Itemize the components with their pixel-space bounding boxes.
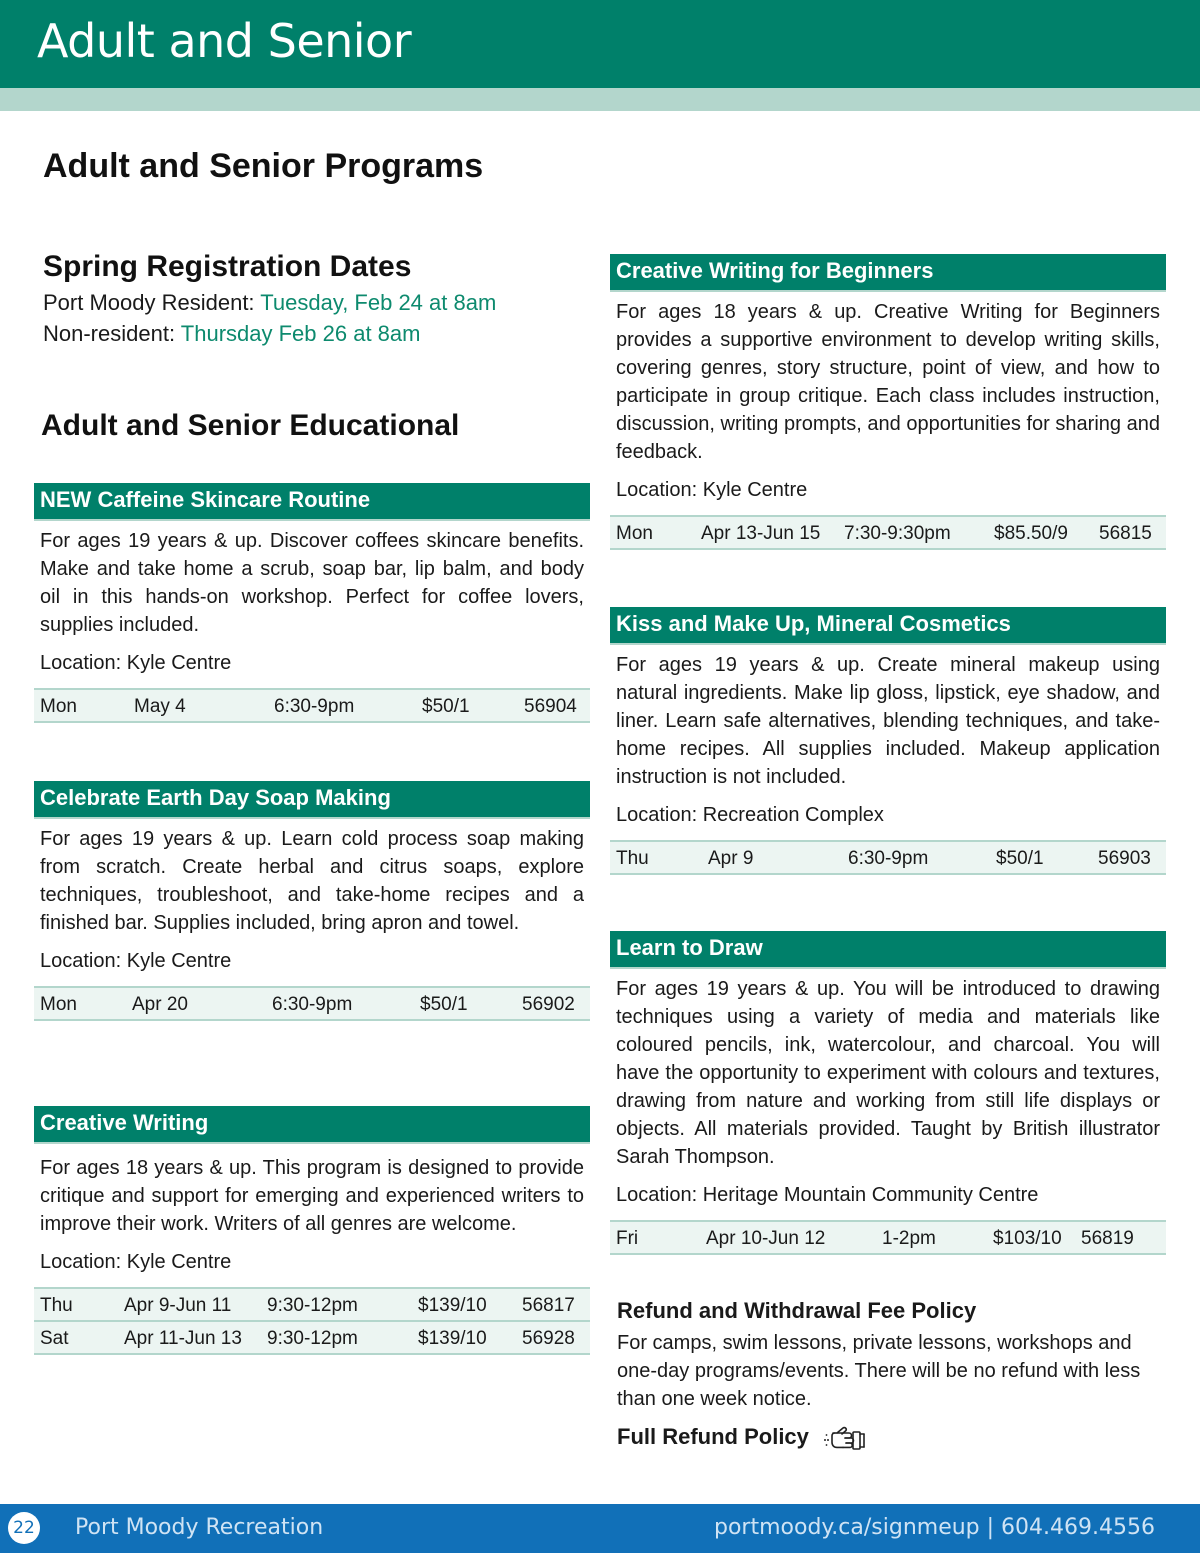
session-day: Thu [40, 1295, 73, 1316]
footer-org-name: Port Moody Recreation [75, 1515, 324, 1540]
schedule-table [610, 1220, 1166, 1255]
session-fee: $139/10 [418, 1295, 487, 1316]
session-dates: Apr 10-Jun 12 [706, 1228, 826, 1249]
program-learn-to-draw [610, 931, 1166, 1255]
program-location: Location: Kyle Centre [616, 479, 808, 501]
program-location: Location: Recreation Complex [616, 804, 884, 826]
full-refund-policy-link[interactable]: Full Refund Policy [617, 1424, 809, 1449]
header-stripe [0, 88, 1200, 111]
program-mineral-cosmetics [610, 607, 1166, 875]
session-code: 56902 [522, 994, 575, 1015]
program-earth-day-soap [34, 781, 590, 1021]
session-time: 6:30-9pm [272, 994, 353, 1015]
pointing-hand-icon[interactable] [823, 1424, 869, 1452]
nonresident-date: Thursday Feb 26 at 8am [180, 321, 421, 346]
session-time: 6:30-9pm [848, 848, 929, 869]
session-time: 1-2pm [882, 1228, 936, 1249]
session-fee: $103/10 [993, 1228, 1062, 1249]
program-description: For ages 19 years & up. Learn cold process soap making from scratch. Create herbal and citrus soaps, explore techniques, troubleshoot, and take-home recipes and a finished bar. Supplies included, bring apron and towel. [40, 828, 584, 934]
session-code: 56904 [524, 696, 577, 717]
resident-registration [43, 290, 496, 316]
nonresident-label: Non-resident: [43, 321, 181, 346]
program-location: Location: Kyle Centre [40, 652, 232, 674]
footer-contact[interactable]: portmoody.ca/signmeup | 604.469.4556 [714, 1515, 1155, 1540]
schedule-row[interactable] [34, 1289, 590, 1322]
session-time: 9:30-12pm [267, 1295, 358, 1316]
program-location: Location: Heritage Mountain Community Centre [616, 1184, 1039, 1206]
registration-heading: Spring Registration Dates [43, 250, 412, 283]
session-code: 56815 [1099, 523, 1152, 544]
program-creative-writing-beginners [610, 254, 1166, 550]
session-code: 56817 [522, 1295, 575, 1316]
program-caffeine-skincare [34, 483, 590, 723]
program-title: Learn to Draw [610, 931, 1166, 969]
program-title: NEW Caffeine Skincare Routine [34, 483, 590, 521]
session-day: Mon [40, 994, 77, 1015]
program-description: For ages 19 years & up. You will be introduced to drawing techniques using a variety of media and materials like coloured pencils, ink, watercolour, and charcoal. You will have the opportunity to experiment with colours and textures, drawing from nature and working from still life displays or objects. All materials provided. Taught by British illustrator Sarah Thompson. [616, 978, 1160, 1168]
session-dates: Apr 9 [708, 848, 754, 869]
program-title: Creative Writing [34, 1106, 590, 1144]
session-code: 56928 [522, 1328, 575, 1349]
session-day: Fri [616, 1228, 639, 1249]
program-description: For ages 18 years & up. Creative Writing for Beginners provides a supportive environment to develop writing skills, covering genres, story structure, point of view, and how to participate in group critique. Each class includes instruction, discussion, writing prompts, and opportunities for sharing and feedback. [616, 301, 1160, 463]
session-dates: Apr 20 [132, 994, 188, 1015]
session-time: 9:30-12pm [267, 1328, 358, 1349]
refund-policy-heading: Refund and Withdrawal Fee Policy [617, 1298, 977, 1323]
session-fee: $50/1 [420, 994, 468, 1015]
session-dates: Apr 9-Jun 11 [124, 1295, 232, 1316]
session-code: 56903 [1098, 848, 1151, 869]
header-title: Adult and Senior [37, 14, 412, 68]
program-title: Celebrate Earth Day Soap Making [34, 781, 590, 819]
schedule-row[interactable] [34, 690, 590, 723]
schedule-row[interactable] [34, 1322, 590, 1355]
program-description: For ages 19 years & up. Create mineral makeup using natural ingredients. Make lip gloss, lipstick, eye shadow, and liner. Learn safe alternatives, blending techniques, and take-home recipes. All supplies included. Makeup application instruction is not included. [616, 654, 1160, 788]
schedule-table [610, 515, 1166, 550]
program-creative-writing [34, 1106, 590, 1355]
educational-heading: Adult and Senior Educational [41, 409, 460, 442]
schedule-table [610, 840, 1166, 875]
session-fee: $85.50/9 [994, 523, 1068, 544]
schedule-row[interactable] [610, 1222, 1166, 1255]
program-title: Kiss and Make Up, Mineral Cosmetics [610, 607, 1166, 645]
program-title: Creative Writing for Beginners [610, 254, 1166, 292]
session-day: Sat [40, 1328, 69, 1349]
session-fee: $50/1 [996, 848, 1044, 869]
page-title: Adult and Senior Programs [43, 147, 484, 185]
program-location: Location: Kyle Centre [40, 950, 232, 972]
session-day: Thu [616, 848, 649, 869]
session-time: 7:30-9:30pm [844, 523, 951, 544]
schedule-row[interactable] [610, 517, 1166, 550]
session-dates: May 4 [134, 696, 186, 717]
schedule-table [34, 986, 590, 1021]
page-number: 22 [8, 1512, 40, 1544]
session-dates: Apr 11-Jun 13 [124, 1328, 242, 1349]
session-fee: $139/10 [418, 1328, 487, 1349]
session-code: 56819 [1081, 1228, 1134, 1249]
schedule-row[interactable] [610, 842, 1166, 875]
nonresident-registration [43, 321, 420, 347]
header-bar [0, 0, 1200, 88]
resident-date: Tuesday, Feb 24 at 8am [260, 290, 497, 315]
schedule-row[interactable] [34, 988, 590, 1021]
refund-policy-text: For camps, swim lessons, private lessons, workshops and one-day programs/events. There will be no refund with less than one week notice. [617, 1332, 1141, 1410]
session-dates: Apr 13-Jun 15 [701, 523, 821, 544]
session-fee: $50/1 [422, 696, 470, 717]
program-description: For ages 18 years & up. This program is designed to provide critique and support for emerging and experienced writers to improve their work. Writers of all genres are welcome. [40, 1157, 584, 1235]
session-day: Mon [40, 696, 77, 717]
session-time: 6:30-9pm [274, 696, 355, 717]
program-description: For ages 19 years & up. Discover coffees skincare benefits. Make and take home a scrub, soap bar, lip balm, and body oil in this hands-on workshop. Perfect for coffee lovers, supplies included. [40, 530, 584, 636]
schedule-table [34, 688, 590, 723]
program-location: Location: Kyle Centre [40, 1251, 232, 1273]
session-day: Mon [616, 523, 653, 544]
schedule-table [34, 1287, 590, 1355]
resident-label: Port Moody Resident: [43, 290, 261, 315]
